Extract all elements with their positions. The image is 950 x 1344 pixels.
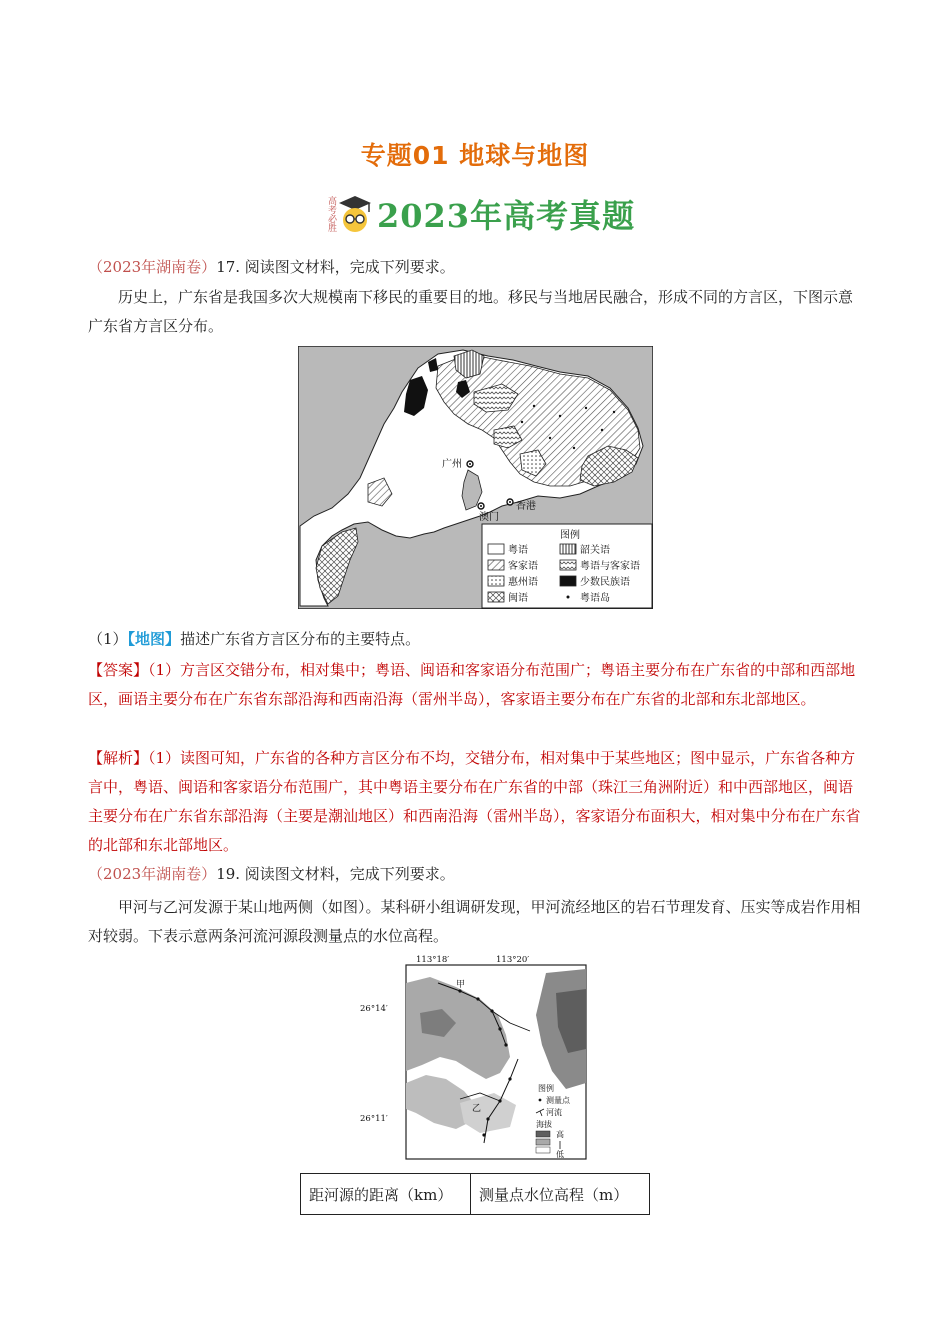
answer-text: （1）方言区交错分布，相对集中；粤语、闽语和客家语分布范围广；粤语主要分布在广东省的中部和西部地区，画语主要分布在广东省东部沿海和西南沿海（雷州半岛），客家语主要分布在广东省的北部和东北部地区。: [88, 661, 856, 708]
analysis-text: （1）读图可知，广东省的各种方言区分布不均，交错分布，相对集中于某些地区；图中显示，广东省各种方言中，粤语、闽语和客家语分布范围广，其中粤语主要分布在广东省的中部（珠江三角洲附近）和中西部地区，闽语主要分布在广东省东部沿海（主要是潮汕地区）和西南沿海（雷州半岛），客家语分布面积大，相对集中分布在广东省的北部和东北部地区。: [88, 749, 861, 854]
city-guangzhou-label: 广州: [442, 459, 462, 470]
banner-side-text: 高考必胜: [326, 196, 336, 232]
legend-label: 粤语: [508, 545, 528, 556]
lon-label: 113°18′: [416, 955, 450, 965]
table-header-row: [301, 1174, 650, 1215]
legend-label: 粤语与客家语: [580, 561, 640, 572]
legend-title: 图例: [560, 530, 580, 541]
graduate-mascot-icon: [337, 194, 373, 234]
water-level-table: [300, 1173, 650, 1215]
lon-label: 113°20′: [496, 955, 530, 965]
q17-material: 历史上，广东省是我国多次大规模南下移民的重要目的地。移民与当地居民融合，形成不同的方言区，下图示意广东省方言区分布。: [88, 288, 854, 335]
legend-label: 少数民族语: [580, 577, 630, 588]
table-header-cell: 测量点水位高程（m）: [471, 1174, 650, 1215]
q17-answer: [88, 656, 866, 714]
q17-sub1-text: 描述广东省方言区分布的主要特点。: [180, 630, 421, 648]
answer-tag: 【答案】: [88, 661, 149, 679]
q17-sub1-number: （1）: [88, 630, 128, 648]
section-banner: [326, 190, 635, 238]
legend-label: 惠州语: [508, 577, 538, 588]
q17-stem: 17. 阅读图文材料，完成下列要求。: [216, 258, 455, 276]
q19-source: （2023年湖南卷）: [88, 865, 217, 883]
analysis-tag: 【解析】: [88, 749, 149, 767]
lat-label: 26°11′: [360, 1114, 388, 1124]
legend-high: 高: [556, 1130, 564, 1139]
banner-text: 2023年高考真题: [377, 197, 636, 235]
city-hongkong-label: 香港: [516, 501, 536, 512]
q17-sub1-tag: 【地图】: [127, 630, 181, 648]
q17-stem-line: [88, 253, 866, 282]
river-yi-label: 乙: [472, 1104, 482, 1114]
legend-label: 粤语岛: [580, 593, 610, 604]
q17-source: （2023年湖南卷）: [88, 258, 217, 276]
q17-analysis: [88, 744, 866, 860]
city-macau-label: 澳门: [479, 512, 499, 523]
legend-point: 测量点: [546, 1096, 570, 1105]
table-header-cell: 距河源的距离（km）: [301, 1174, 471, 1215]
legend-low: 低: [556, 1150, 564, 1159]
q19-stem: 19. 阅读图文材料，完成下列要求。: [216, 865, 455, 883]
legend-elevation: 海拔: [536, 1120, 552, 1129]
legend-label: 韶关语: [580, 545, 610, 556]
lat-label: 26°14′: [360, 1004, 388, 1014]
river-source-map: [360, 953, 592, 1163]
river-jia-label: 甲: [456, 980, 466, 990]
page-title: 专题01 地球与地图: [360, 141, 590, 170]
legend-title: 图例: [538, 1084, 554, 1093]
legend-label: 闽语: [508, 593, 528, 604]
legend-river: 河流: [546, 1108, 562, 1117]
guangdong-dialect-map: [298, 346, 653, 609]
q19-stem-line: [88, 860, 866, 889]
q17-sub1: [88, 625, 866, 654]
q19-material: 甲河与乙河发源于某山地两侧（如图）。某科研小组调研发现，甲河流经地区的岩石节理发育、压实等成岩作用相对较弱。下表示意两条河流河源段测量点的水位高程。: [88, 898, 861, 945]
legend-label: 客家语: [508, 561, 538, 572]
